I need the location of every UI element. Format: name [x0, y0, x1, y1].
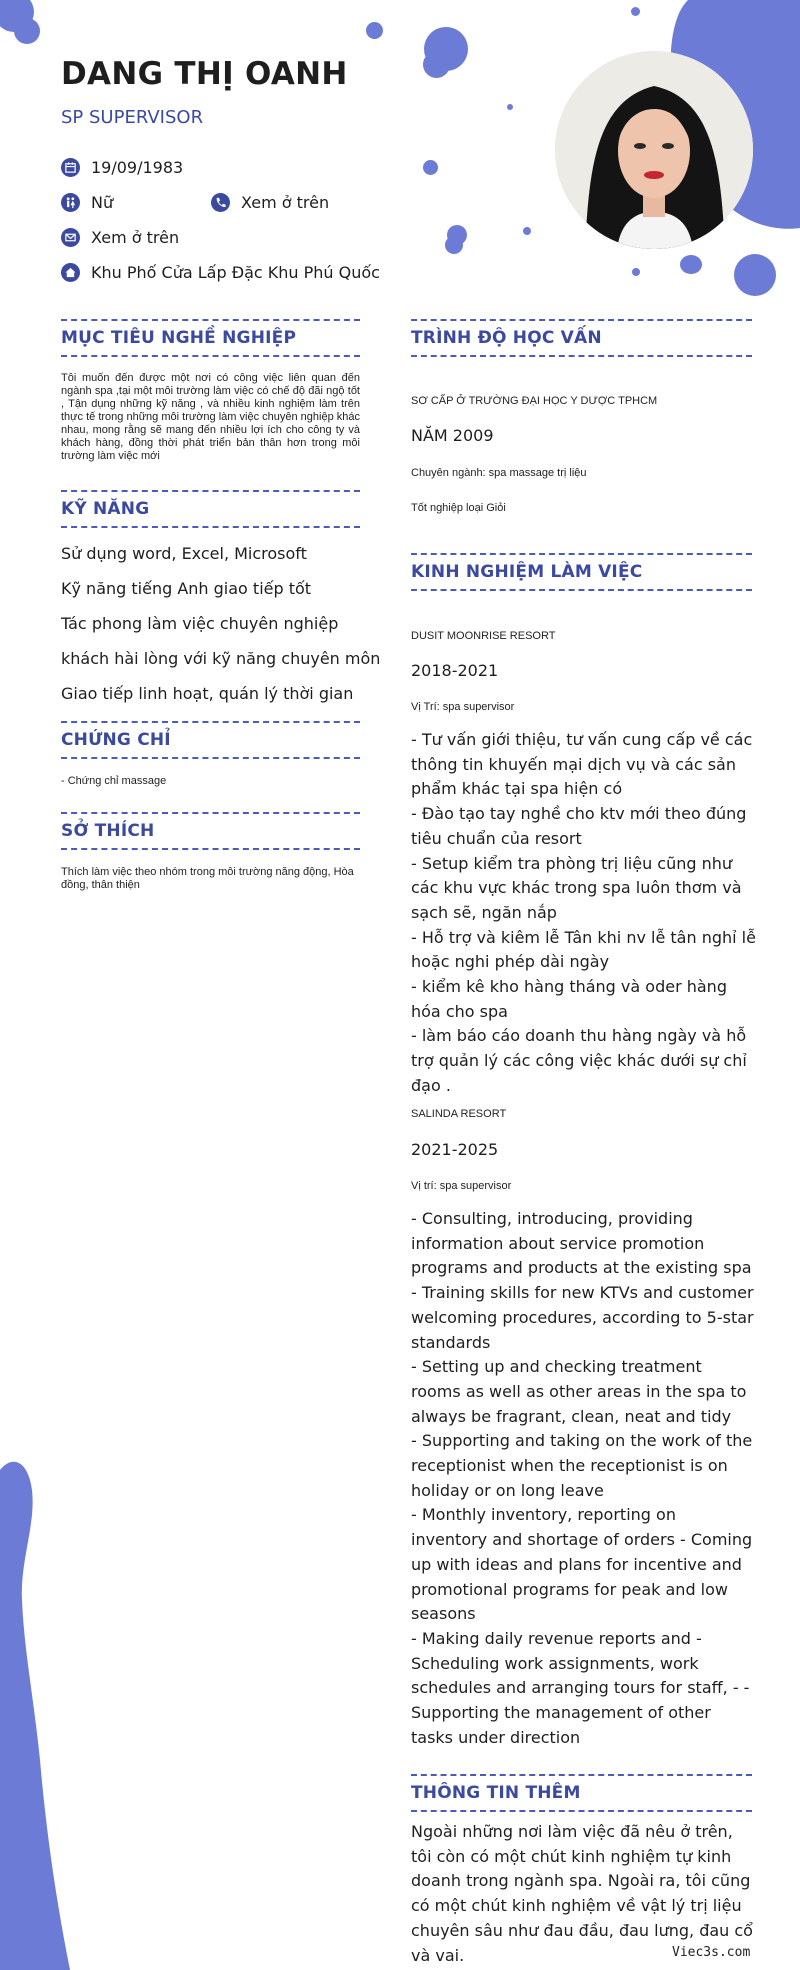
birthday-value: 19/09/1983 [91, 158, 184, 177]
more-info-heading-text: THÔNG TIN THÊM [411, 1783, 581, 1803]
duty-line: - kiểm kê kho hàng tháng và oder hàng hóa cho spa [411, 977, 727, 1021]
job-duties [411, 1207, 756, 1750]
job-period: 2018-2021 [411, 661, 499, 680]
skill-item: Tác phong làm việc chuyên nghiệp [61, 614, 339, 633]
hobbies-heading-text: SỞ THÍCH [61, 821, 155, 841]
certificates-heading [61, 721, 360, 759]
objective-heading [61, 319, 360, 357]
dot [445, 236, 463, 254]
email-row [61, 228, 179, 247]
duty-line: - Tư vấn giới thiệu, tư vấn cung cấp về các thông tin khuyến mại dịch vụ và các sản phẩm khác tại spa hiện có [411, 730, 753, 799]
dot [507, 104, 513, 110]
hobbies-text: Thích làm việc theo nhóm trong môi trường năng động, Hòa đồng, thân thiện [61, 866, 354, 891]
gender-value: Nữ [91, 193, 114, 212]
duty-line: - Setup kiểm tra phòng trị liệu cũng như các khu vực khác trong spa luôn thơm và sạch sẽ, ngăn nắp [411, 853, 742, 922]
skill-item: khách hài lòng với kỹ năng chuyên môn [61, 649, 381, 668]
education-school: SƠ CẤP Ở TRƯỜNG ĐẠI HỌC Y DƯỢC TPHCM [411, 395, 658, 407]
education-major: Chuyên ngành: spa massage trị liệu [411, 467, 587, 479]
more-info-text: Ngoài những nơi làm việc đã nêu ở trên, tôi còn có một chút kinh nghiệm tự kinh doanh trong ngành spa. Ngoài ra, tôi cũng có một chút kinh nghiệm về vật lý trị liệu chuyên sâu như đau đầu, đau lưng, đau cổ và vai. [411, 1822, 753, 1965]
dot [631, 7, 640, 16]
experience-heading [411, 553, 752, 591]
dot [423, 160, 438, 175]
dot [734, 254, 776, 296]
duty-line: - làm báo cáo doanh thu hàng ngày và hỗ trợ quản lý các công việc khác dưới sự chỉ đạo . [411, 1026, 747, 1095]
certificates-heading-text: CHỨNG CHỈ [61, 730, 171, 750]
email-icon [61, 228, 80, 247]
skills-heading-text: KỸ NĂNG [61, 499, 150, 519]
education-grade: Tốt nghiệp loại Giỏi [411, 502, 506, 514]
address-row [61, 263, 380, 282]
home-icon [61, 263, 80, 282]
certificate-item: - Chứng chỉ massage [61, 775, 167, 787]
watermark: Viec3s.com [672, 1945, 751, 1960]
job-title: SP SUPERVISOR [61, 107, 204, 128]
bottom-left-blob [0, 1462, 70, 1970]
education-year: NĂM 2009 [411, 426, 494, 445]
phone-row [211, 193, 329, 212]
birthday-row [61, 158, 183, 177]
duty-line: - Setting up and checking treatment rooms as well as other areas in the spa to always be fragrant, clean, neat and tidy [411, 1357, 747, 1426]
hobbies-heading [61, 812, 360, 850]
skills-heading [61, 490, 360, 528]
duty-line: - Đào tạo tay nghề cho ktv mới theo đúng tiêu chuẩn của resort [411, 804, 747, 848]
phone-value[interactable]: Xem ở trên [241, 193, 330, 212]
more-info-heading [411, 1774, 752, 1812]
gender-icon [61, 193, 80, 212]
calendar-icon [61, 158, 80, 177]
skill-item: Giao tiếp linh hoạt, quán lý thời gian [61, 684, 354, 703]
experience-heading-text: KINH NGHIỆM LÀM VIỆC [411, 562, 643, 582]
profile-photo [555, 51, 753, 249]
dot [423, 51, 450, 78]
objective-text: Tôi muốn đến được một nơi có công việc liên quan đến ngành spa ,tại một môi trường làm việc có chế độ đãi ngộ tốt , Tận dụng những kỹ năng , và nhiều kinh nghiệm làm trên thực tế trong những môi trường làm việc chuyên nghiệp khác nhau, mong rằng sẽ mang đến nhiều lợi ích cho công ty và khách hàng, đồng thời phát triển bản thân hơn trong môi trường làm việc mới [61, 372, 360, 462]
candidate-name: DANG THỊ OANH [61, 56, 348, 92]
objective-heading-text: MỤC TIÊU NGHỀ NGHIỆP [61, 328, 297, 348]
duty-line: - Hỗ trợ và kiêm lễ Tân khi nv lễ tân nghỉ lễ hoặc nghi phép dài ngày [411, 927, 756, 972]
job-company: DUSIT MOONRISE RESORT [411, 630, 556, 642]
gender-row [61, 193, 113, 212]
job-position: Vị Trí: spa supervisor [411, 701, 515, 713]
duty-line: - Consulting, introducing, providing information about service promotion programs and products at the existing spa [411, 1209, 752, 1278]
job-company: SALINDA RESORT [411, 1108, 507, 1120]
job-period: 2021-2025 [411, 1140, 499, 1159]
skill-item: Kỹ năng tiếng Anh giao tiếp tốt [61, 579, 312, 598]
duty-line: - Supporting and taking on the work of the receptionist when the receptionist is on holiday or on long leave [411, 1431, 753, 1500]
job-position: Vị trí: spa supervisor [411, 1180, 512, 1192]
top-left-circle-small [14, 18, 40, 44]
email-value[interactable]: Xem ở trên [91, 228, 180, 247]
job-duties [411, 728, 756, 1099]
duty-line: - Monthly inventory, reporting on inventory and shortage of orders - Coming up with ideas and plans for incentive and promotional programs for peak and low seasons [411, 1505, 753, 1624]
dot [523, 227, 531, 235]
phone-icon [211, 193, 230, 212]
dot [632, 268, 640, 276]
dot [680, 255, 702, 274]
education-heading [411, 319, 752, 357]
skill-item: Sử dụng word, Excel, Microsoft [61, 544, 307, 563]
education-heading-text: TRÌNH ĐỘ HỌC VẤN [411, 328, 602, 348]
address-value: Khu Phố Cửa Lấp Đặc Khu Phú Quốc [91, 263, 380, 282]
duty-line: - Training skills for new KTVs and customer welcoming procedures, according to 5-star standards [411, 1283, 754, 1352]
duty-line: - Making daily revenue reports and - Scheduling work assignments, work schedules and arranging tours for staff, - - Supporting the management of other tasks under direction [411, 1628, 750, 1747]
dot [366, 22, 383, 39]
